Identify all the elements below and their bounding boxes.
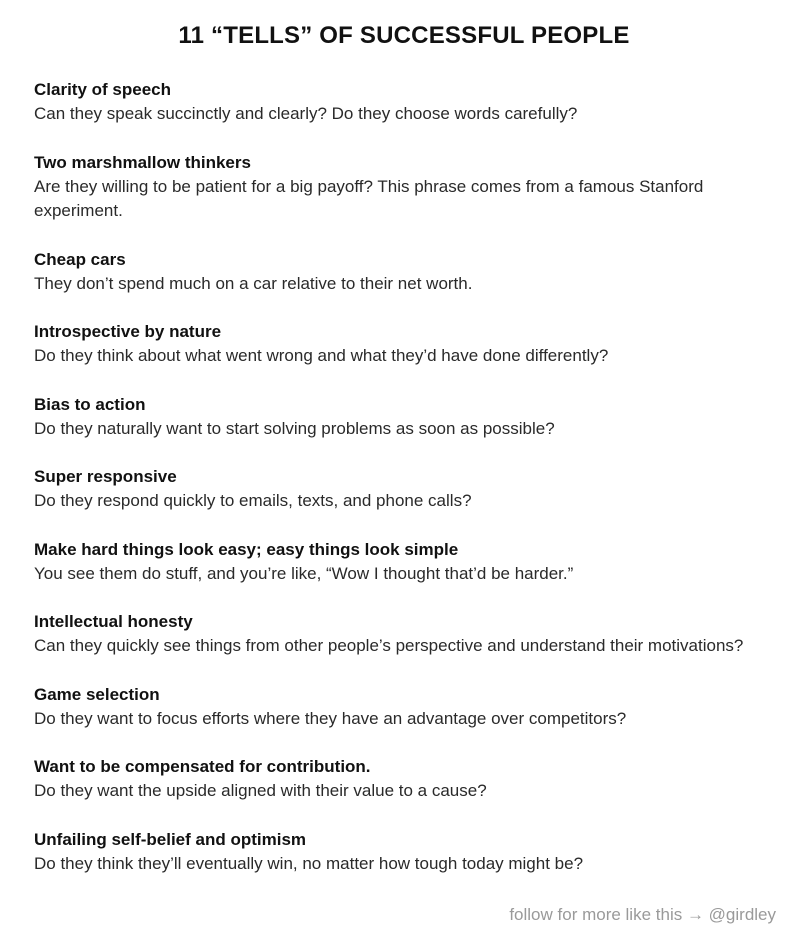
list-item (34, 78, 774, 127)
item-description: Are they willing to be patient for a big payoff? This phrase comes from a famous Stanford experiment. (34, 176, 704, 220)
item-description: They don’t spend much on a car relative to their net worth. (34, 273, 473, 293)
item-title: Super responsive (34, 467, 177, 486)
item-description: You see them do stuff, and you’re like, “Wow I thought that’d be harder.” (34, 563, 574, 583)
item-title: Introspective by nature (34, 322, 222, 341)
list-item (34, 683, 774, 732)
item-title: Make hard things look easy; easy things look simple (34, 539, 459, 559)
item-title: Cheap cars (34, 249, 126, 269)
item-description: Do they want the upside aligned with their value to a cause? (34, 781, 487, 800)
item-description: Do they think they’ll eventually win, no matter how tough today might be? (34, 853, 584, 873)
list-item (34, 610, 774, 659)
list-item (34, 393, 774, 442)
item-title: Bias to action (34, 394, 146, 414)
item-title: Two marshmallow thinkers (34, 152, 251, 172)
item-description: Can they speak succinctly and clearly? Do they choose words carefully? (34, 104, 578, 123)
tells-list (34, 78, 774, 900)
list-item (34, 151, 774, 224)
item-title: Clarity of speech (34, 80, 171, 99)
item-description: Do they naturally want to start solving problems as soon as possible? (34, 418, 555, 438)
item-description: Do they want to focus efforts where they have an advantage over competitors? (34, 708, 627, 728)
list-item (34, 538, 774, 587)
list-item (34, 320, 774, 369)
list-item (34, 248, 774, 297)
list-item (34, 465, 774, 514)
item-title: Unfailing self-belief and optimism (34, 829, 307, 849)
list-item (34, 755, 774, 804)
page-title: 11 “TELLS” OF SUCCESSFUL PEOPLE (178, 22, 630, 49)
item-title: Intellectual honesty (34, 612, 193, 631)
list-item (34, 828, 774, 877)
item-description: Do they respond quickly to emails, texts, and phone calls? (34, 491, 472, 510)
item-title: Want to be compensated for contribution. (34, 757, 371, 776)
item-title: Game selection (34, 684, 160, 704)
follow-footer: follow for more like this → @girdley (509, 905, 776, 924)
item-description: Can they quickly see things from other people’s perspective and understand their motivations? (34, 636, 744, 655)
item-description: Do they think about what went wrong and what they’d have done differently? (34, 346, 609, 365)
